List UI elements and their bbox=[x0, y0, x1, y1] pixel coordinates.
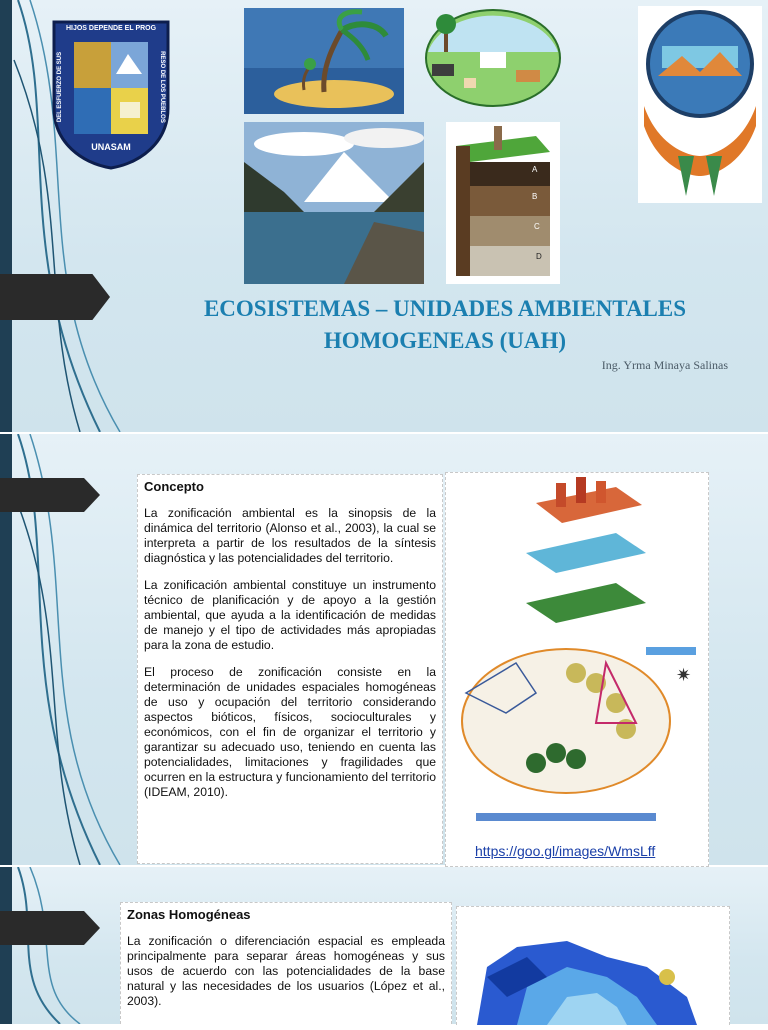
concept-paragraph-3: El proceso de zonificación consiste en la determinación de unidades espaciales homogéneas de uso y ocupación del territorio considerando aspectos bióticos, físicos, socioculturales y económicos, con el fin de organizar el territorio y garantizar su adecuado uso, teniendo en cuenta las potencialidades, limitaciones y fragilidades que ocurren en la estructura y funcionamiento del territorio (IDEAM, 2010). bbox=[144, 665, 436, 799]
farm-illustration bbox=[424, 8, 562, 108]
mountain-lake-photo bbox=[244, 122, 424, 284]
park-zoning-map bbox=[446, 633, 708, 833]
svg-text:✷: ✷ bbox=[676, 665, 692, 685]
emblem-logo bbox=[638, 6, 762, 203]
arrow-marker bbox=[0, 274, 110, 320]
layered-map-illustration bbox=[446, 473, 708, 633]
author-name: Ing. Yrma Minaya Salinas bbox=[601, 358, 728, 372]
logo-text-bottom: UNASAM bbox=[91, 142, 131, 152]
unasam-logo bbox=[50, 18, 172, 170]
zones-paragraph: La zonificación o diferenciación espacial es empleada principalmente para separar áreas homogéneas y sus usos de acuerdo con las potencialidades de la base natural y las necesidades de los usuarios (López et al., 2003). bbox=[127, 934, 445, 1008]
concept-heading: Concepto bbox=[144, 479, 204, 494]
concept-text-panel bbox=[137, 474, 443, 864]
island-illustration bbox=[244, 8, 404, 114]
image-source-link[interactable]: https://goo.gl/images/WmsLff bbox=[475, 843, 656, 859]
slide-title-line2: HOMOGENEAS (UAH) bbox=[323, 328, 567, 353]
soil-label-c: C bbox=[534, 222, 540, 231]
zones-map-panel bbox=[456, 906, 730, 1025]
soil-label-d: D bbox=[536, 252, 542, 261]
title-slide bbox=[0, 0, 768, 432]
zones-heading: Zonas Homogéneas bbox=[127, 907, 251, 922]
decorative-swirl bbox=[0, 867, 140, 1024]
soil-profile-illustration bbox=[446, 122, 560, 284]
logo-text-right: RESO DE LOS PUEBLOS bbox=[159, 51, 165, 123]
concept-paragraph-1: La zonificación ambiental es la sinopsis de la dinámica del territorio (Alonso et al., 2003), la cual se interpreta a partir de los resultados de la síntesis diagnóstica y las potencialidades del territorio. bbox=[144, 506, 436, 565]
slide-title-line1: ECOSISTEMAS – UNIDADES AMBIENTALES bbox=[203, 296, 687, 321]
logo-text-top: HIJOS DEPENDE EL PROG bbox=[65, 25, 157, 32]
soil-label-b: B bbox=[532, 192, 538, 201]
arrow-marker bbox=[0, 478, 100, 512]
zones-text-panel bbox=[120, 902, 452, 1024]
soil-label-a: A bbox=[532, 165, 538, 174]
arrow-marker bbox=[0, 911, 100, 945]
logo-text-left: DEL ESFUERZO DE SUS bbox=[57, 51, 63, 123]
brazil-zones-map bbox=[457, 907, 729, 1025]
concept-image-panel bbox=[445, 472, 709, 867]
concept-paragraph-2: La zonificación ambiental constituye un instrumento técnico de planificación y de apoyo a la gestión ambiental, que ayuda a la identificación de medidas de manejo y el tipo de actividades más apropiadas para la zona de estudio. bbox=[144, 578, 436, 652]
